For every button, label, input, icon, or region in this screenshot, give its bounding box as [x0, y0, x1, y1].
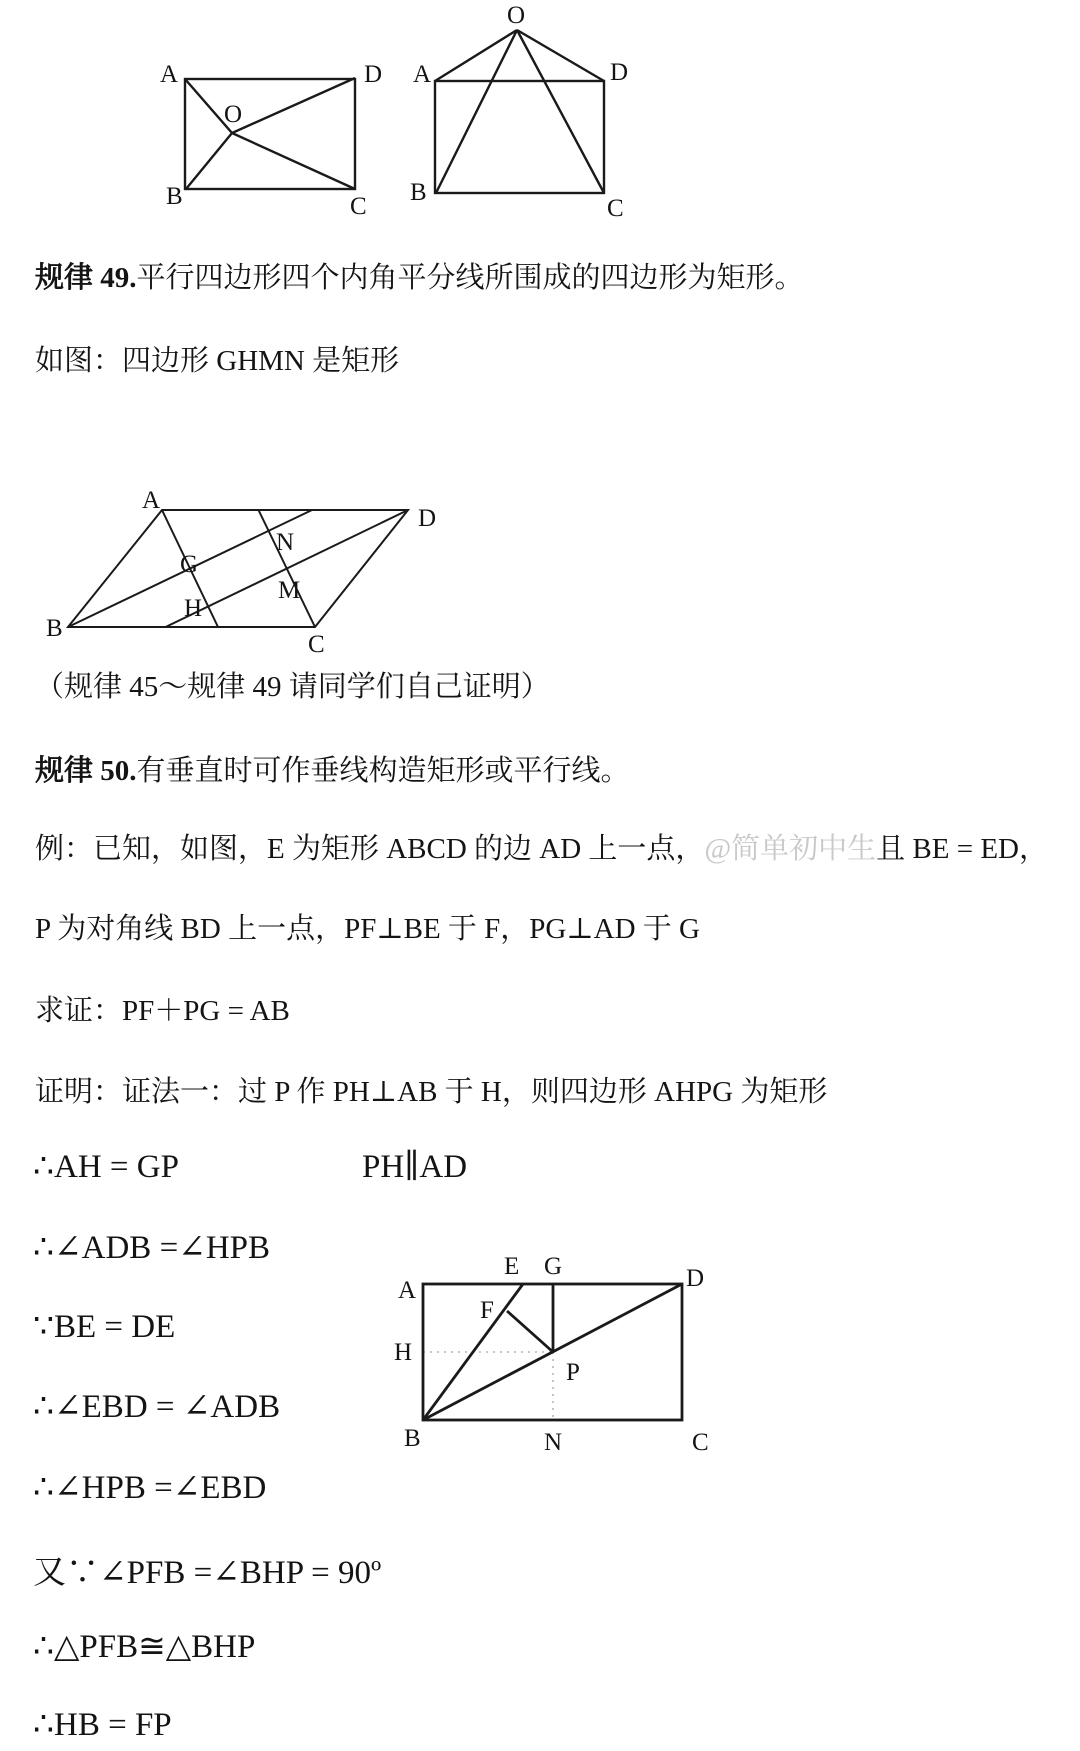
- vertex-label-c: C: [350, 193, 367, 220]
- proof-step-7: ∴△PFB≅△BHP: [33, 1629, 256, 1665]
- rule-50-line: [35, 748, 630, 789]
- figure-parallelogram-bisectors: [30, 430, 470, 665]
- example-given-line2: P 为对角线 BD 上一点，PF⊥BE 于 F，PG⊥AD 于 G: [35, 913, 700, 945]
- proof-step-4: ∴∠EBD = ∠ADB: [33, 1389, 281, 1425]
- example-given-pre: 例：已知，如图，E 为矩形 ABCD 的边 AD 上一点，: [35, 833, 705, 865]
- watermark-text: @简单初中生: [704, 833, 877, 865]
- point-label-n: N: [544, 1429, 563, 1456]
- proof-step-3: ∵BE = DE: [33, 1309, 176, 1345]
- rule-49-line: [35, 255, 804, 296]
- proof-step-5: ∴∠HPB =∠EBD: [33, 1470, 267, 1506]
- proof-step-2: ∴∠ADB =∠HPB: [33, 1230, 271, 1266]
- vertex-label-a: A: [160, 61, 179, 88]
- vertex-label-d: D: [364, 61, 383, 88]
- example-given-line1: [35, 826, 1048, 867]
- point-label-g: G: [180, 551, 199, 578]
- rule-50-text: 有垂直时可作垂线构造矩形或平行线。: [136, 755, 630, 787]
- vertex-label-b: B: [404, 1425, 421, 1452]
- vertex-label-b: B: [166, 183, 183, 210]
- example-given-post: 且 BE = ED，: [876, 833, 1048, 865]
- proof-step-6: 又∵∠PFB =∠BHP = 90º: [33, 1555, 382, 1591]
- vertex-label-b: B: [46, 615, 63, 642]
- vertex-label-a: A: [142, 487, 161, 514]
- point-label-h: H: [394, 1339, 413, 1366]
- figure-rectangle-proof: [380, 1240, 730, 1465]
- rule-49-text: 平行四边形四个内角平分线所围成的四边形为矩形。: [136, 262, 804, 294]
- vertex-label-d: D: [418, 505, 437, 532]
- vertex-label-c: C: [692, 1429, 709, 1456]
- point-label-m: M: [278, 577, 301, 604]
- point-label-f: F: [480, 1297, 494, 1324]
- point-label-g: G: [544, 1253, 563, 1280]
- vertex-label-d: D: [686, 1265, 705, 1292]
- figure-rectangle-interior-point-o: [140, 40, 390, 230]
- rule-50-label: 规律 50.: [35, 755, 137, 787]
- point-label-h: H: [184, 595, 203, 622]
- rule-49-label: 规律 49.: [35, 262, 137, 294]
- note-line: （规律 45～规律 49 请同学们自己证明）: [35, 671, 550, 703]
- vertex-label-c: C: [607, 195, 624, 222]
- prove-line: 求证：PF＋PG = AB: [35, 995, 290, 1027]
- figure-caption: 如图：四边形 GHMN 是矩形: [35, 345, 400, 377]
- vertex-label-a: A: [413, 61, 432, 88]
- point-label-p: P: [566, 1359, 580, 1386]
- vertex-label-b: B: [410, 179, 427, 206]
- point-label-e: E: [504, 1253, 520, 1280]
- parallelogram-bisectors-drawing: [30, 430, 470, 665]
- point-label-n: N: [276, 529, 295, 556]
- point-label-o: O: [507, 2, 526, 29]
- vertex-label-c: C: [308, 631, 325, 658]
- proof-step-8: ∴HB = FP: [33, 1707, 172, 1743]
- proof-intro-line: 证明：证法一：过 P 作 PH⊥AB 于 H，则四边形 AHPG 为矩形: [35, 1076, 828, 1108]
- proof-step-1b: PH∥AD: [362, 1149, 468, 1185]
- figure-rectangle-apex-point-o: [400, 0, 650, 235]
- vertex-label-d: D: [610, 59, 629, 86]
- vertex-label-a: A: [398, 1277, 417, 1304]
- point-label-o: O: [224, 101, 243, 128]
- proof-step-1a: ∴AH = GP: [33, 1149, 179, 1185]
